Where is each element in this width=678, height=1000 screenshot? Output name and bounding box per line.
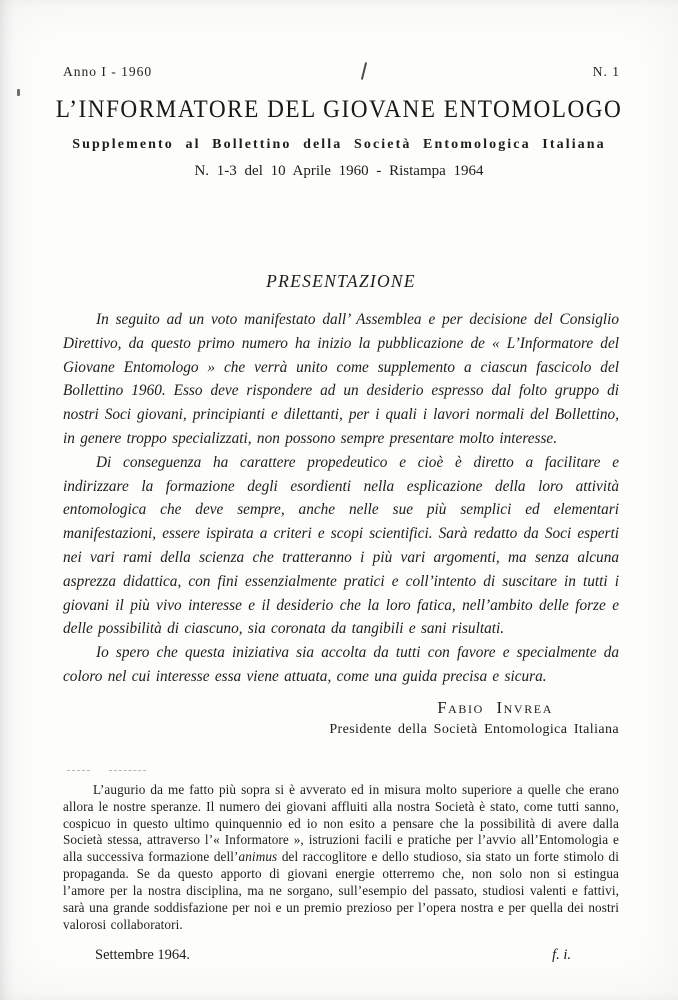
postscript-text-2: del raccoglitore e dello studioso, sia stato un forte stimolo di propaganda. Se da questo apporto di giovani energie otterremo che, non solo non si estingua l’amore per la nostra disciplina, ma ne sorgano, sull’esempio del passato, studiosi valenti e fattivi, sarà una grande soddisfazione per noi e un premio prezioso per l’opera nostra e per quella dei nostri valorosi collaboratori. xyxy=(63,849,620,932)
page-header xyxy=(63,64,620,80)
signature-name: Fabio Invrea xyxy=(437,697,553,717)
issue-line: N. 1-3 del 10 Aprile 1960 - Ristampa 1964 xyxy=(194,163,484,179)
presentation-paragraph-2: Di conseguenza ha carattere propedeutico e cioè è diretto a facilitare e indirizzare la formazione degli esordienti nella esplicazione della loro attività entomologica che deve sempre, anche nelle sue più semplici ed elementari manifestazioni, essere ispirata a criteri e scopi scientifici. Sarà redatto da Soci esperti nei vari rami della scienza che tratteranno i più vari argomenti, ma senza alcuna asprezza didattica, con fini essenzialmente pratici e coll’intento di suscitare in tutti i giovani il più vivo interesse e il desiderio che la loro fatica, nell’ambito delle forze e delle possibilità di ciascuno, sia coronata da tangibili e sani risultati. xyxy=(63,453,619,638)
postscript-paragraph xyxy=(63,782,619,934)
page-title: L’INFORMATORE DEL GIOVANE ENTOMOLOGO xyxy=(55,96,623,123)
presentation-section xyxy=(63,271,619,964)
signature-title: Presidente della Società Entomologica Italiana xyxy=(329,721,619,737)
volume-label: Anno I - 1960 xyxy=(63,64,153,79)
masthead-subtitle: Supplemento al Bollettino della Società Entomologica Italiana xyxy=(72,137,606,152)
postscript-date: Settembre 1964. xyxy=(95,946,191,963)
section-heading: PRESENTAZIONE xyxy=(266,271,416,291)
postscript-text-1: L’augurio da me fatto più sopra si è avverato ed in misura molto superiore a quelle che erano allora le nostre speranze. Il numero dei giovani affluiti alla nostra Società è stato, come tutti sanno, cospicuo in questo ultimo quinquennio ed io non esito a pensare che la possibilità di avere dalla Società stessa, attraverso l’« Informatore », istruzioni facili e pratiche per l’avvio all’Entomologia e alla successiva formazione dell’ xyxy=(63,781,619,865)
faded-separator-rule xyxy=(67,770,619,771)
signature-block xyxy=(63,698,619,738)
issue-number: N. 1 xyxy=(592,64,620,79)
scan-speck-artifact xyxy=(17,89,20,96)
separator-dash xyxy=(67,770,90,771)
presentation-paragraph-1: In seguito ad un voto manifestato dall’ Assemblea e per decisione del Consiglio Direttivo, da questo primo numero ha inizio la pubblicazione de « L’Informatore del Giovane Entomologo » che verrà unito come supplemento a ciascun fascicolo del Bollettino 1960. Esso deve rispondere ad un desiderio espresso dal folto gruppo di nostri Soci giovani, principianti e dilettanti, per i quali i lavori normali del Bollettino, in genere troppo specializzati, non possono sempre presentare molto interesse. xyxy=(63,311,619,447)
postscript-initials: f. i. xyxy=(552,946,571,963)
postscript-footer xyxy=(63,947,619,964)
presentation-paragraph-3: Io spero che questa iniziativa sia accolta da tutti con favore e specialmente da coloro nel cui interesse essa viene attuata, come una guida precisa e sicura. xyxy=(63,644,619,685)
separator-dash xyxy=(109,770,146,771)
postscript-emphasis: animus xyxy=(238,849,278,865)
